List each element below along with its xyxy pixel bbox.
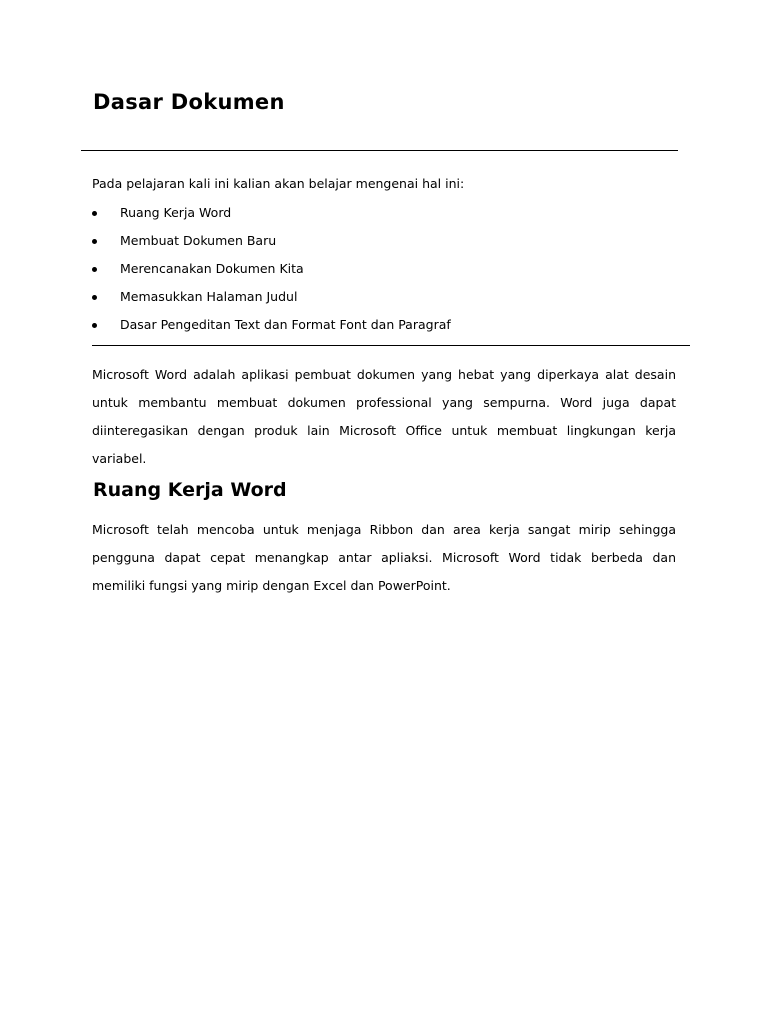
list-item [92, 200, 682, 228]
list-item [92, 284, 682, 312]
list-item [92, 256, 682, 284]
list-item-label: Memasukkan Halaman Judul [120, 289, 298, 304]
document-title: Dasar Dokumen [93, 90, 285, 114]
list-item-label: Ruang Kerja Word [120, 205, 232, 220]
body-paragraph-workspace: Microsoft telah mencoba untuk menjaga Ribbon dan area kerja sangat mirip sehingga pengguna dapat cepat menangkap antar apliaksi. Microsoft Word tidak berbeda dan memiliki fungsi yang mirip dengan Excel dan PowerPoint. [92, 522, 676, 593]
section-divider [92, 345, 690, 346]
bullet-icon [92, 267, 97, 272]
title-divider [81, 150, 678, 151]
bullet-icon [92, 211, 97, 216]
list-item [92, 228, 682, 256]
body-paragraph-intro: Microsoft Word adalah aplikasi pembuat dokumen yang hebat yang diperkaya alat desain untuk membantu membuat dokumen professional yang sempurna. Word juga dapat diinteregasikan dengan produk lain Microsoft Office untuk membuat lingkungan kerja variabel. [92, 367, 676, 466]
section-heading: Ruang Kerja Word [93, 479, 287, 501]
list-item-label: Merencanakan Dokumen Kita [120, 261, 304, 276]
topic-list [92, 200, 682, 340]
list-item-label: Membuat Dokumen Baru [120, 233, 277, 248]
bullet-icon [92, 323, 97, 328]
intro-text: Pada pelajaran kali ini kalian akan belajar mengenai hal ini: [92, 176, 465, 191]
list-item [92, 312, 682, 340]
list-item-label: Dasar Pengeditan Text dan Format Font dan Paragraf [120, 317, 451, 332]
bullet-icon [92, 295, 97, 300]
bullet-icon [92, 239, 97, 244]
